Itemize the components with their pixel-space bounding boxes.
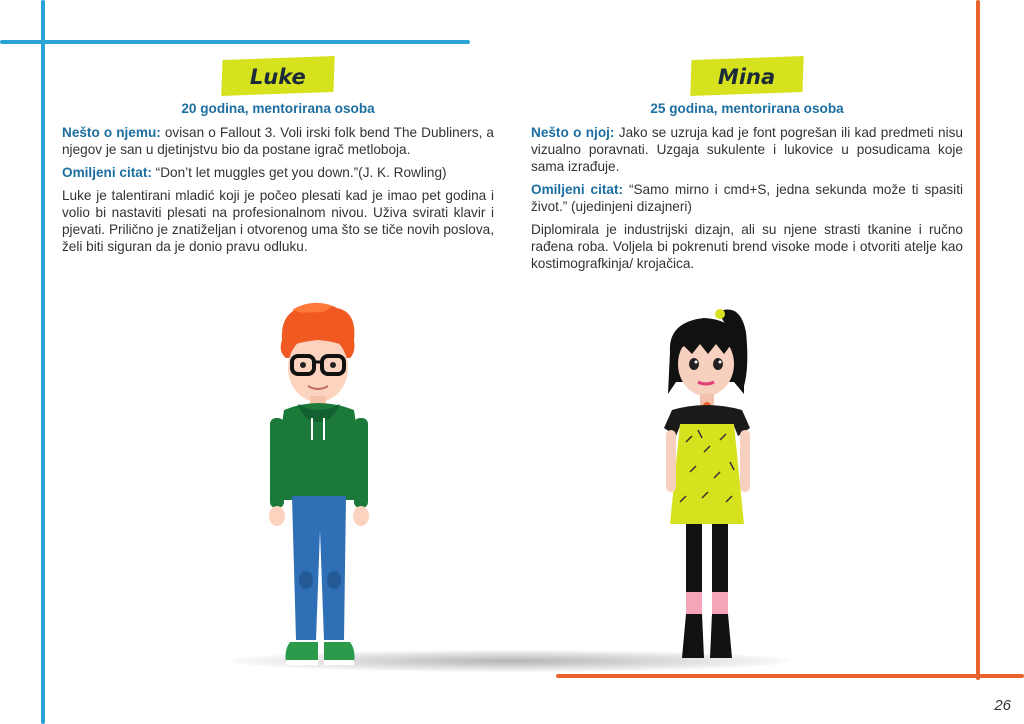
luke-quote-label: Omiljeni citat: (62, 165, 152, 180)
blue-vertical-rule (41, 0, 45, 724)
orange-horizontal-rule (556, 674, 1024, 678)
luke-about-label: Nešto o njemu: (62, 125, 161, 140)
mina-quote (531, 181, 963, 215)
luke-profile (62, 58, 494, 261)
mina-profile (531, 58, 963, 278)
blue-horizontal-rule (0, 40, 470, 44)
luke-about (62, 124, 494, 158)
mina-subtitle: 25 godina, mentorirana osoba (650, 101, 844, 116)
luke-illustration (262, 300, 382, 672)
luke-bio: Luke je talentirani mladić koji je počeo plesati kad je imao pet godina i volio bi nastaviti plesati na profesionalnom nivou. Uživa svirati klavir i pjevati. Prilično je znatiželjan i otvorenog uma što se tiče novih poslova, želi biti siguran da je donio pravu odluku. (62, 188, 494, 254)
luke-name: Luke (249, 65, 306, 89)
luke-about-text: ovisan o Fallout 3. Voli irski folk bend The Dubliners, a njegov je san u djetinjstvu bio da postane igrač metloboja. (62, 125, 494, 157)
mina-quote-text: “Samo mirno i cmd+S, jedna sekunda može ti spasiti život.” (ujedinjeni dizajneri) (531, 182, 963, 214)
luke-subtitle: 20 godina, mentorirana osoba (181, 101, 375, 116)
mina-about (531, 124, 963, 175)
luke-name-tag (221, 56, 334, 96)
mina-quote-label: Omiljeni citat: (531, 182, 624, 197)
mina-name-tag (690, 56, 803, 96)
mina-about-label: Nešto o njoj: (531, 125, 615, 140)
mina-name: Mina (718, 65, 776, 89)
luke-quote (62, 164, 494, 181)
orange-vertical-rule (976, 0, 980, 680)
mina-illustration (660, 302, 760, 670)
page-number: 26 (994, 697, 1011, 714)
mina-about-text: Jako se uzruja kad je font pogrešan ili kad predmeti nisu vizualno poravnati. Uzgaja sukulente i lukovice u posudicama koje sama izrađuje. (531, 125, 963, 174)
mina-bio: Diplomirala je industrijski dizajn, ali su njene strasti tkanine i ručno rađena roba. Voljela bi pokrenuti brend visoke mode i otvoriti atelje kao kostimografkinja/ krojačica. (531, 222, 963, 271)
luke-quote-text: “Don’t let muggles get you down.”(J. K. Rowling) (151, 165, 447, 180)
